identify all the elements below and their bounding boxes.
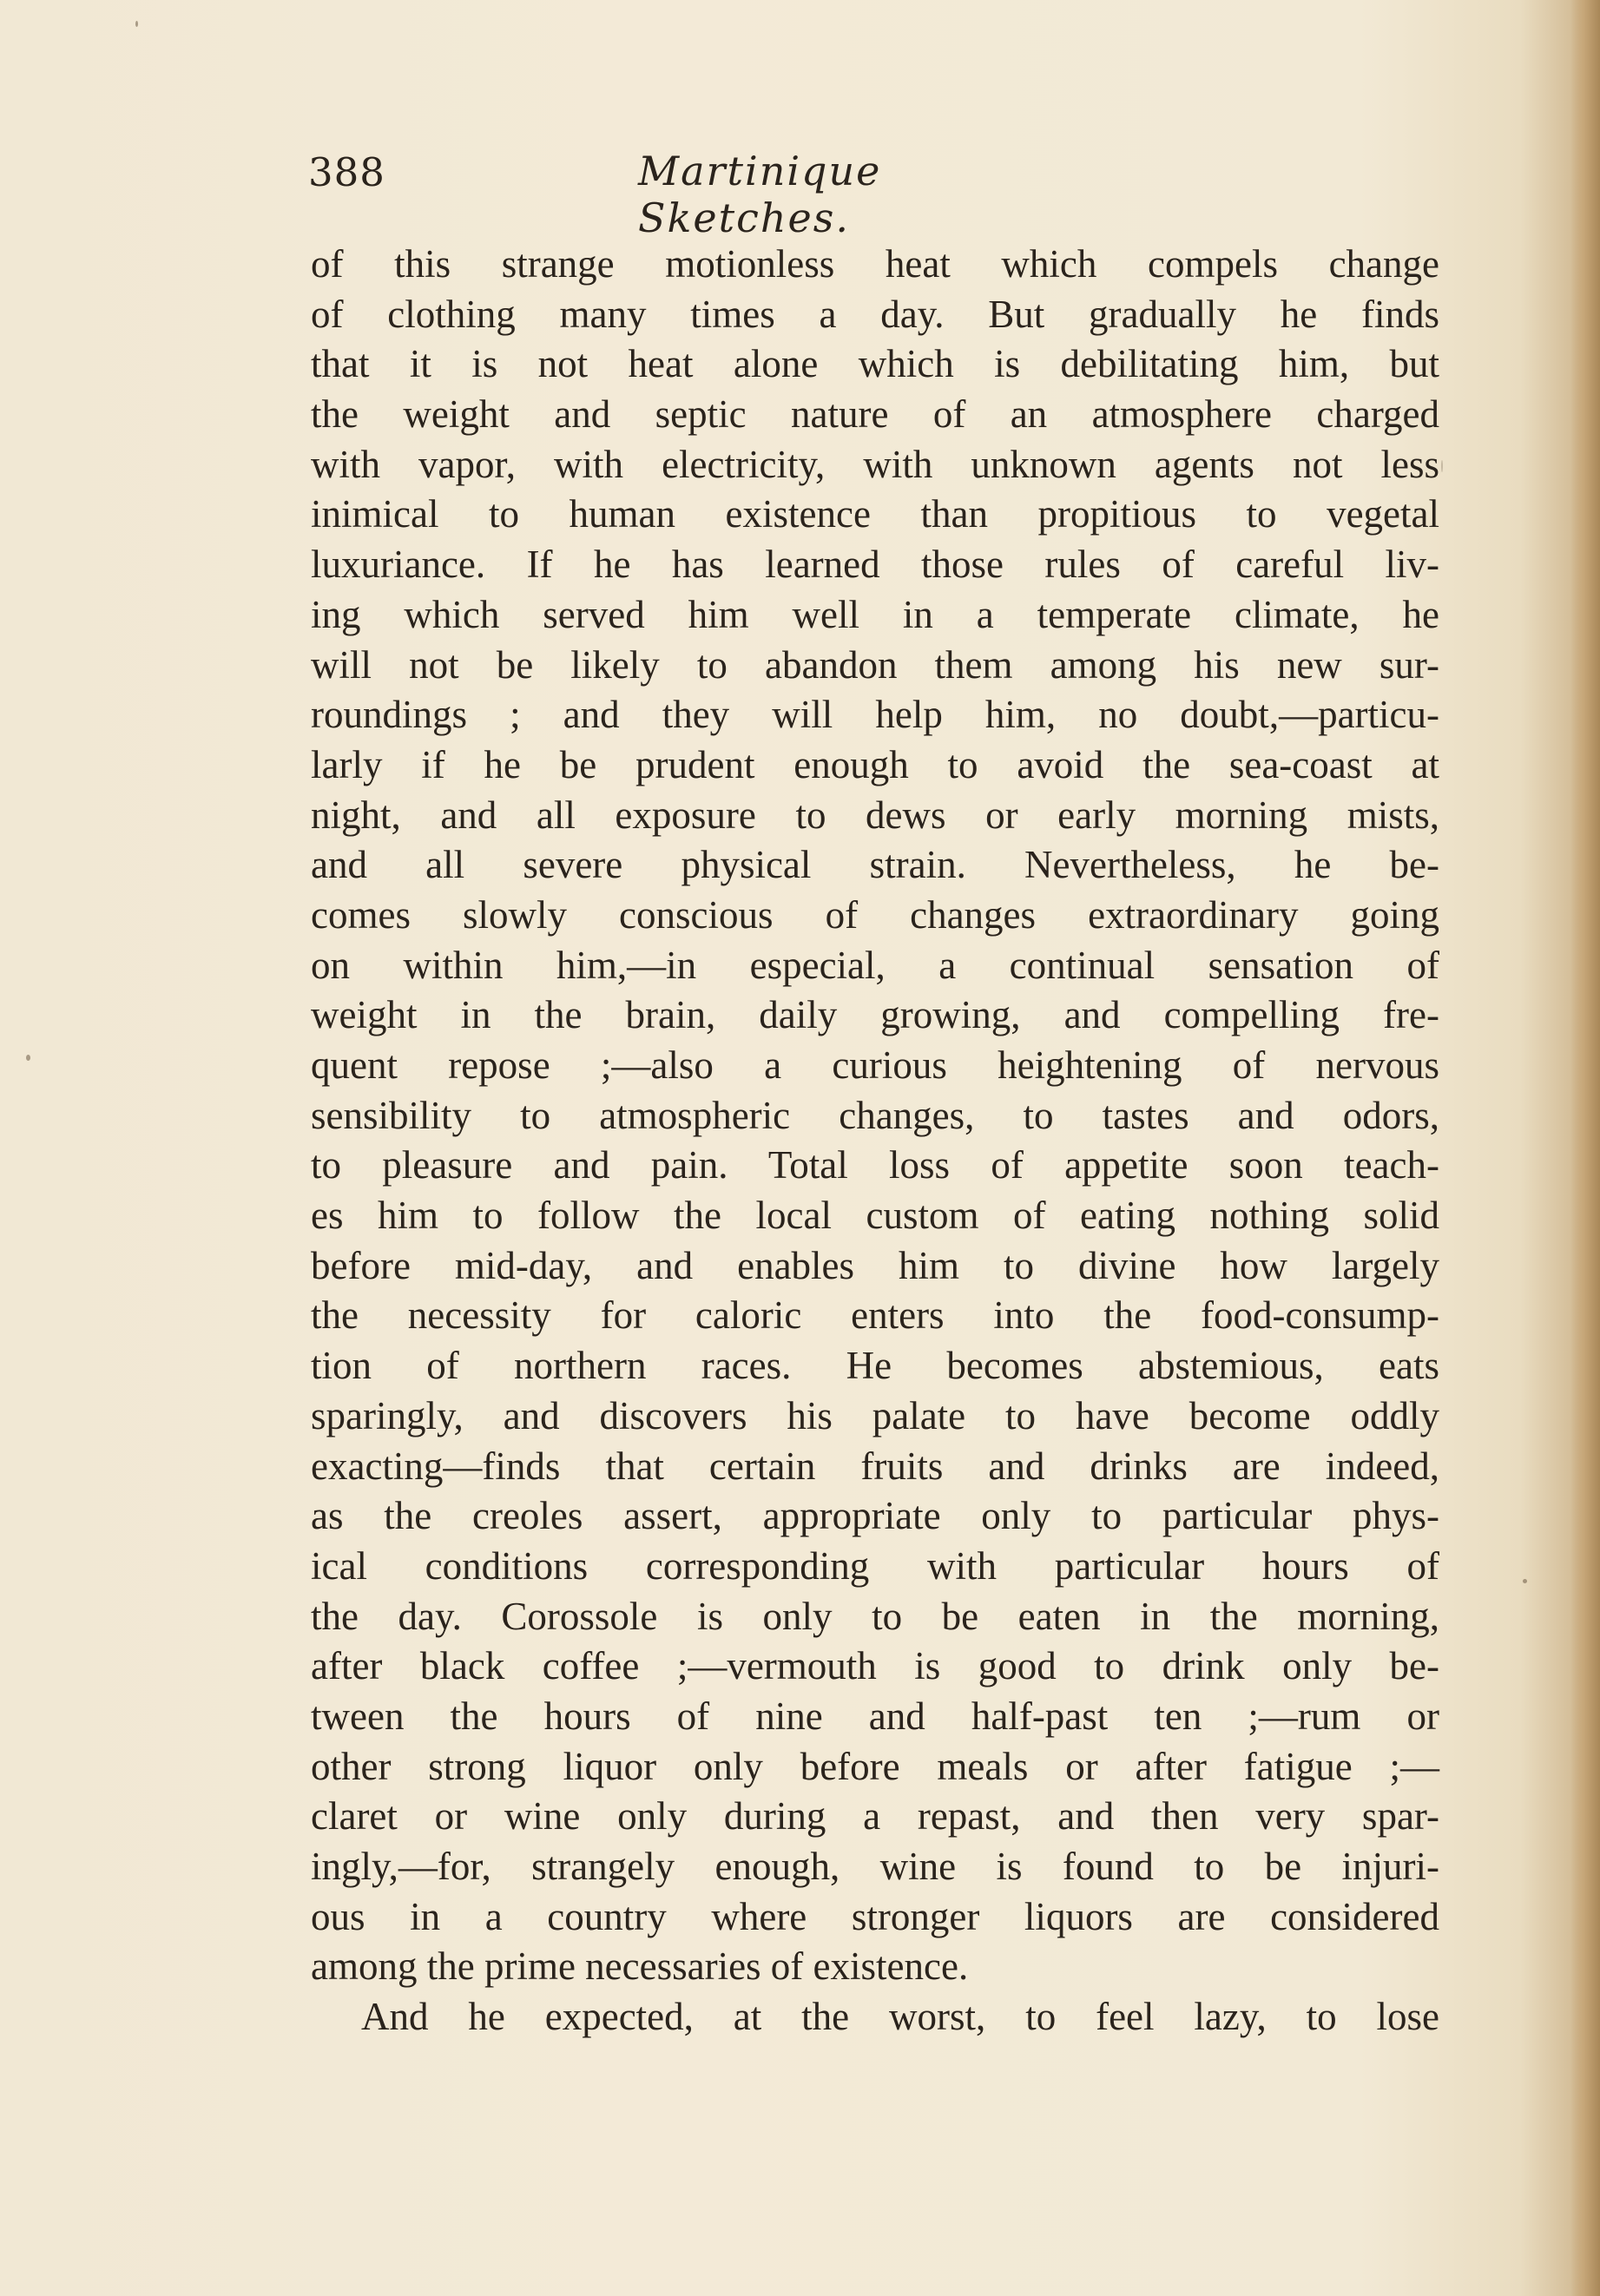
text-line: sparingly, and discovers his palate to have become oddly [311, 1393, 1439, 1437]
page-title: Martinique Sketches. [638, 148, 882, 241]
paragraph-end-line: among the prime necessaries of existence. [311, 1944, 969, 1989]
text-line: of clothing many times a day. But gradually he finds [311, 292, 1439, 336]
body-text [311, 240, 1439, 2043]
text-line: the weight and septic nature of an atmosphere charged [311, 392, 1439, 437]
text-line: claret or wine only during a repast, and then very spar- [311, 1794, 1439, 1839]
running-head [308, 148, 1094, 241]
text-line: as the creoles assert, appropriate only to particular phys- [311, 1494, 1439, 1538]
text-line: ingly,—for, strangely enough, wine is found to be injuri- [311, 1845, 1439, 1888]
text-line: to pleasure and pain. Total loss of appetite soon teach- [311, 1143, 1439, 1187]
paper-speck [26, 1055, 30, 1061]
text-line: before mid-day, and enables him to divine how largely [311, 1243, 1439, 1287]
text-line: ous in a country where stronger liquors are considered [311, 1894, 1439, 1938]
text-line: the necessity for caloric enters into the food-consump- [311, 1293, 1439, 1338]
text-line: larly if he be prudent enough to avoid the sea-coast at [311, 742, 1439, 786]
text-line: after black coffee ;—vermouth is good to drink only be- [311, 1644, 1439, 1688]
paper-speck [1523, 1579, 1527, 1583]
text-line: quent repose ;—also a curious heightening of nervous [311, 1043, 1439, 1087]
text-line: ical conditions corresponding with particular hours of [311, 1543, 1439, 1588]
text-line: other strong liquor only before meals or after fatigue ;— [311, 1744, 1439, 1788]
text-line: inimical to human existence than propitious to vegetal [311, 492, 1439, 536]
text-line: with vapor, with electricity, with unknown agents not less [311, 442, 1439, 486]
page-edge-shadow [1570, 0, 1600, 2296]
text-line: tion of northern races. He becomes abstemious, eats [311, 1344, 1439, 1388]
text-line: es him to follow the local custom of eating nothing solid [311, 1194, 1439, 1238]
text-line: on within him,—in especial, a continual sensation of [311, 943, 1439, 987]
text-line: will not be likely to abandon them among his new sur- [311, 642, 1439, 687]
text-line: ing which served him well in a temperate climate, he [311, 592, 1439, 636]
text-line: sensibility to atmospheric changes, to tastes and odors, [311, 1093, 1439, 1137]
text-line: weight in the brain, daily growing, and compelling fre- [311, 993, 1439, 1037]
page-number: 388 [308, 149, 385, 195]
text-line: tween the hours of nine and half-past ten ;—rum or [311, 1694, 1439, 1738]
text-line: that it is not heat alone which is debilitating him, but [311, 342, 1439, 386]
paragraph-start-line: And he expected, at the worst, to feel lazy, to lose [361, 1995, 1439, 2039]
text-line: night, and all exposure to dews or early morning mists, [311, 793, 1439, 837]
text-line: luxuriance. If he has learned those rules of careful liv- [311, 543, 1439, 587]
paper-speck [1441, 460, 1443, 472]
text-line: exacting—finds that certain fruits and drinks are indeed, [311, 1444, 1439, 1488]
text-line: of this strange motionless heat which compels change [311, 242, 1439, 286]
paper-speck [135, 21, 138, 27]
text-line: the day. Corossole is only to be eaten in the morning, [311, 1594, 1439, 1638]
text-line: comes slowly conscious of changes extraordinary going [311, 892, 1439, 937]
text-line: and all severe physical strain. Nevertheless, he be- [311, 843, 1439, 887]
text-line: roundings ; and they will help him, no doubt,—particu- [311, 693, 1439, 737]
